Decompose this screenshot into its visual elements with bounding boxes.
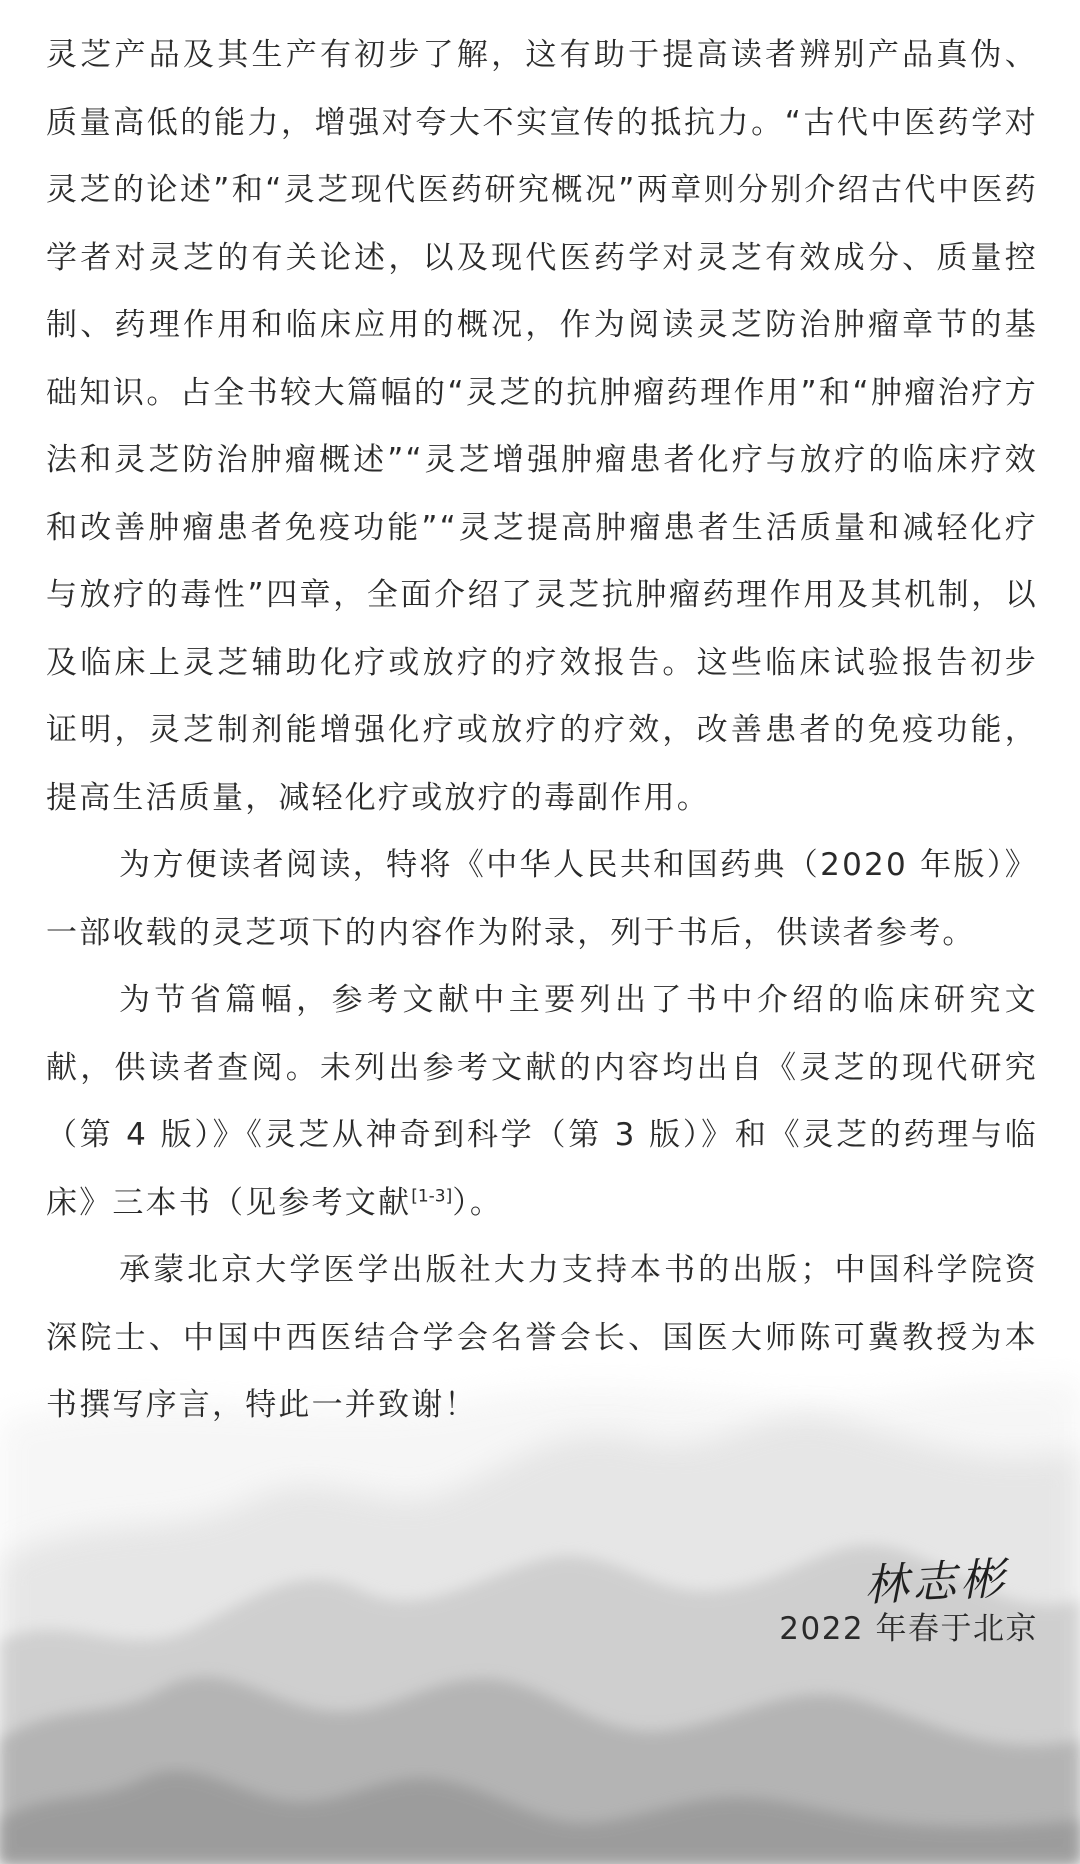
paragraph-references-note bbox=[46, 967, 1038, 1237]
author-signature: 林志彬 bbox=[862, 1553, 1010, 1612]
references-note-tail: ）。 bbox=[452, 1184, 504, 1221]
reference-citation: [1-3] bbox=[411, 1186, 453, 1207]
paragraph-acknowledgement: 承蒙北京大学医学出版社大力支持本书的出版；中国科学院资深院士、中国中西医结合学会名誉会长、国医大师陈可冀教授为本书撰写序言，特此一并致谢！ bbox=[46, 1252, 1038, 1423]
paragraph-intro-summary: 灵芝产品及其生产有初步了解，这有助于提高读者辨别产品真伪、质量高低的能力，增强对夸大不实宣传的抵抗力。“古代中医药学对灵芝的论述”和“灵芝现代医药研究概况”两章则分别介绍古代中医药学者对灵芝的有关论述，以及现代医药学对灵芝有效成分、质量控制、药理作用和临床应用的概况，作为阅读灵芝防治肿瘤章节的基础知识。占全书较大篇幅的“灵芝的抗肿瘤药理作用”和“肿瘤治疗方法和灵芝防治肿瘤概述”“灵芝增强肿瘤患者化疗与放疗的临床疗效和改善肿瘤患者免疫功能”“灵芝提高肿瘤患者生活质量和减轻化疗与放疗的毒性”四章，全面介绍了灵芝抗肿瘤药理作用及其机制，以及临床上灵芝辅助化疗或放疗的疗效报告。这些临床试验报告初步证明，灵芝制剂能增强化疗或放疗的疗效，改善患者的免疫功能，提高生活质量，减轻化疗或放疗的毒副作用。 bbox=[46, 37, 1038, 816]
references-note-text: 为节省篇幅，参考文献中主要列出了书中介绍的临床研究文献，供读者查阅。未列出参考文献的内容均出自《灵芝的现代研究（第 4 版）》《灵芝从神奇到科学（第 3 版）》和《灵芝的药理与临床》三本书（见参考文献 bbox=[46, 982, 1038, 1221]
paragraph-appendix-note: 为方便读者阅读，特将《中华人民共和国药典（2020 年版）》一部收载的灵芝项下的内容作为附录，列于书后，供读者参考。 bbox=[46, 847, 1038, 951]
dateline: 2022 年春于北京 bbox=[779, 1611, 1038, 1647]
body-text bbox=[46, 22, 1038, 1440]
